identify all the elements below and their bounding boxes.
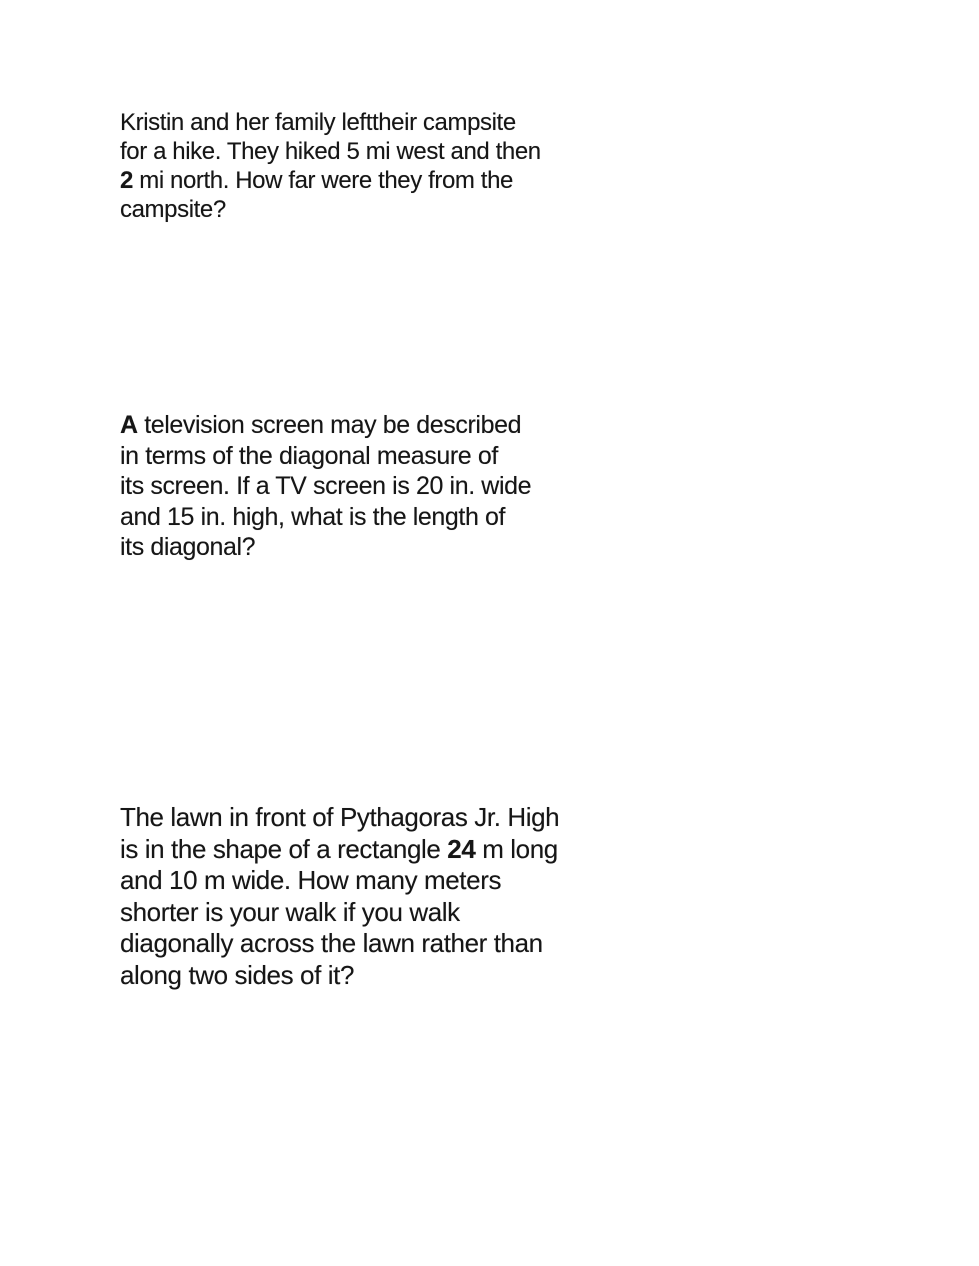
text-line (120, 802, 559, 834)
text-line (120, 502, 531, 533)
text-segment: The lawn in front of Pythagoras Jr. High (120, 802, 560, 832)
text-line (120, 410, 531, 441)
text-segment: shorter is your walk if you walk (120, 896, 460, 927)
text-segment: mi north. How far were they from the (132, 167, 513, 194)
text-line (120, 166, 541, 195)
problem-hike-distance (120, 108, 541, 224)
text-line (120, 532, 531, 563)
text-line (120, 960, 559, 992)
text-line (120, 195, 541, 224)
text-segment: television screen may be described (137, 411, 522, 439)
text-segment: along two sides of it? (120, 959, 355, 990)
problem-lawn-diagonal (120, 802, 559, 991)
bold-number-segment: 24 (447, 833, 476, 864)
text-line (120, 865, 559, 897)
text-segment: campsite? (120, 196, 226, 223)
text-segment: and 10 m wide. How many meters (120, 865, 502, 895)
text-line (120, 897, 559, 929)
text-segment: Kristin and her family lefttheir campsite (120, 109, 516, 136)
bold-letter-segment: A (120, 411, 138, 439)
text-line (120, 471, 531, 502)
text-line (120, 441, 531, 472)
text-segment: its screen. If a TV screen is 20 in. wide (120, 472, 532, 500)
text-segment: is in the shape of a rectangle (120, 833, 448, 864)
text-line (120, 108, 541, 137)
text-segment: its diagonal? (120, 533, 256, 561)
text-segment: diagonally across the lawn rather than (120, 928, 543, 958)
bold-number-segment: 2 (120, 167, 133, 194)
text-segment: for a hike. They hiked 5 mi west and then (120, 138, 541, 165)
text-line (120, 834, 559, 866)
text-segment: m long (475, 833, 558, 864)
text-line (120, 928, 559, 960)
text-line (120, 137, 541, 166)
text-segment: in terms of the diagonal measure of (120, 441, 498, 470)
problem-tv-diagonal (120, 410, 531, 563)
text-segment: and 15 in. high, what is the length of (120, 502, 506, 531)
